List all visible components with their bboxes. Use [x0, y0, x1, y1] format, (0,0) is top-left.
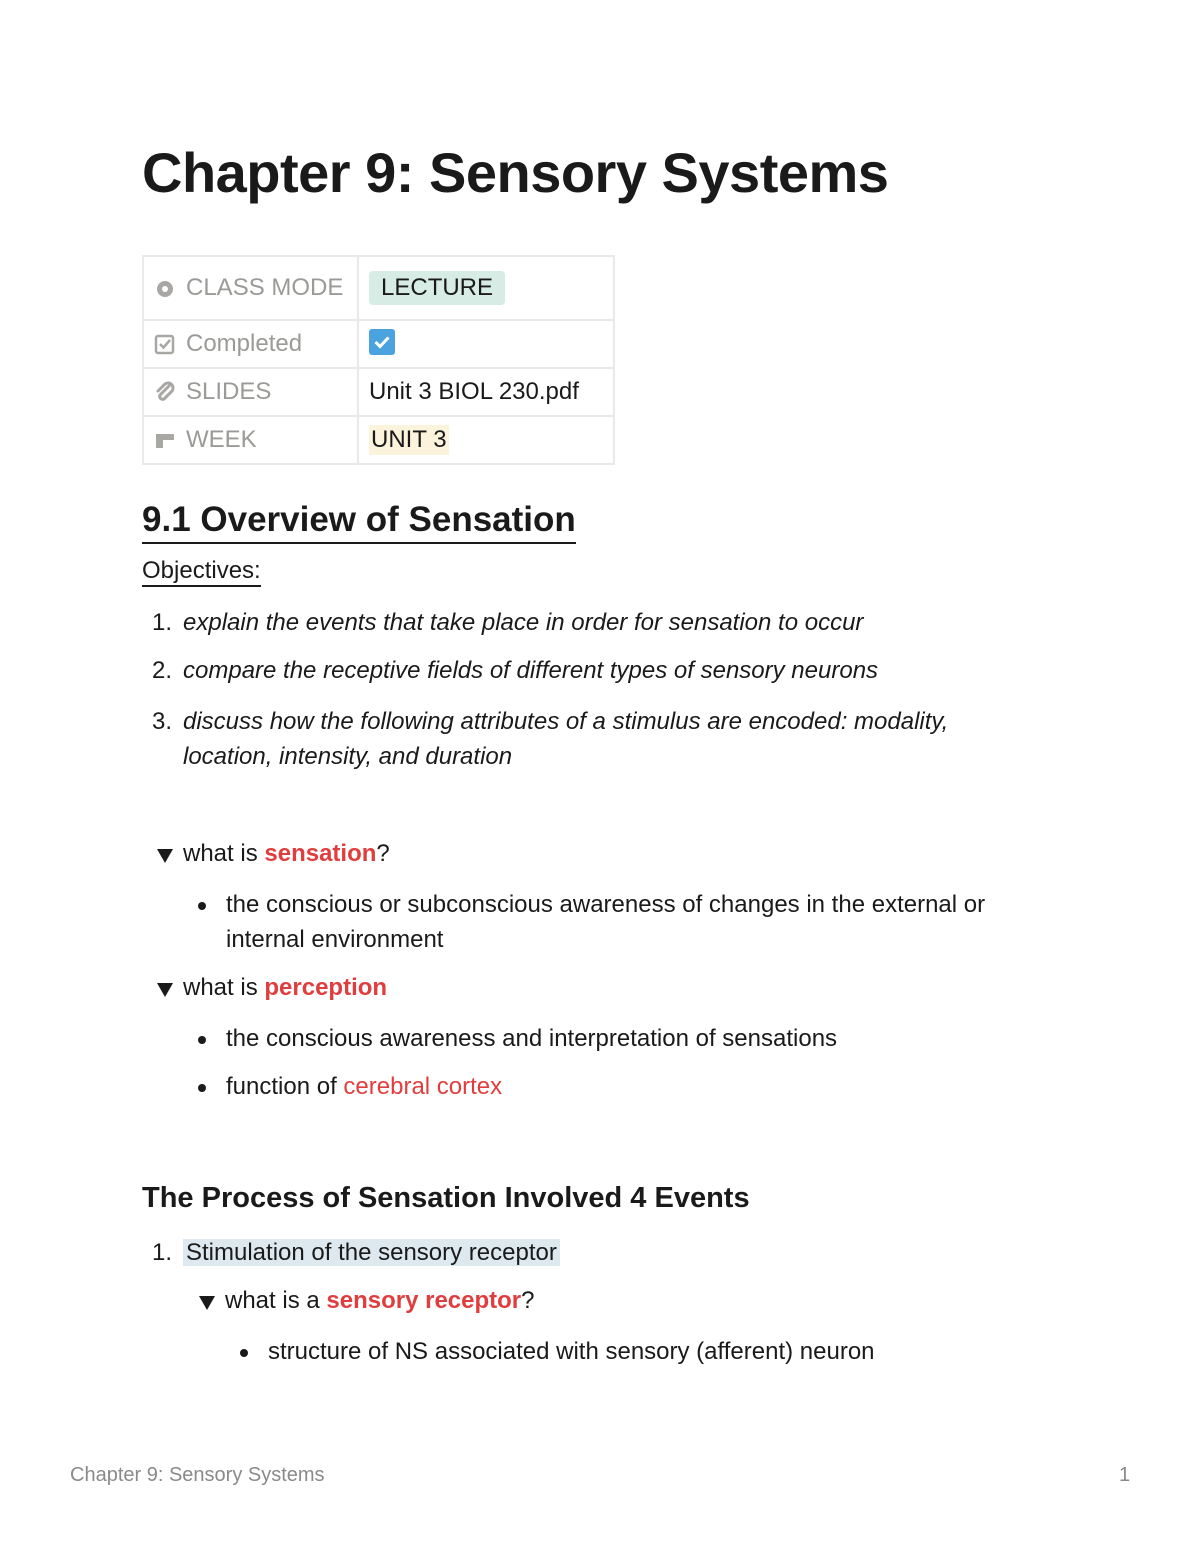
list-number: 3. — [152, 708, 173, 735]
bullet-dot — [198, 902, 206, 910]
property-key-label: Completed — [186, 330, 303, 357]
property-key-cell — [143, 368, 358, 416]
property-row-completed — [143, 320, 614, 368]
toggle-suffix: ? — [521, 1287, 535, 1314]
bullet-item — [226, 1069, 502, 1104]
toggle-prefix: what is a — [225, 1287, 327, 1314]
process-item — [183, 1235, 560, 1270]
checkbox-property-icon — [154, 333, 176, 355]
footer-title: Chapter 9: Sensory Systems — [70, 1464, 325, 1486]
property-row-slides — [143, 368, 614, 416]
week-tag[interactable]: UNIT 3 — [371, 426, 447, 453]
section-heading: 9.1 Overview of Sensation — [142, 500, 576, 544]
bullet-dot — [198, 1084, 206, 1092]
property-key-label: CLASS MODE — [186, 274, 344, 301]
bullet-item: the conscious awareness and interpretation of sensations — [226, 1025, 838, 1052]
property-value-cell[interactable] — [358, 256, 614, 320]
property-key-label: SLIDES — [186, 378, 272, 405]
toggle-triangle-icon[interactable] — [157, 849, 173, 863]
property-value-cell[interactable] — [358, 368, 614, 416]
objective-item: compare the receptive fields of different types of sensory neurons — [183, 657, 879, 684]
highlighted-text: Stimulation of the sensory receptor — [183, 1239, 560, 1266]
toggle-sensory-receptor[interactable] — [225, 1283, 535, 1318]
list-number: 2. — [152, 657, 173, 684]
term-cerebral-cortex: cerebral cortex — [343, 1073, 503, 1100]
objective-item: explain the events that take place in order for sensation to occur — [183, 609, 864, 636]
select-property-icon — [154, 429, 176, 451]
property-row-class-mode — [143, 256, 614, 320]
term-sensory-receptor: sensory receptor — [326, 1287, 522, 1314]
toggle-prefix: what is — [183, 840, 265, 867]
toggle-triangle-icon[interactable] — [199, 1296, 215, 1310]
property-key-cell — [143, 320, 358, 368]
bullet-prefix: function of — [226, 1073, 344, 1100]
completed-checkbox[interactable] — [369, 329, 395, 355]
list-number: 1. — [152, 1239, 173, 1266]
bullet-dot — [240, 1349, 248, 1357]
objectives-label: Objectives: — [142, 557, 261, 587]
bullet-dot — [198, 1036, 206, 1044]
property-row-week — [143, 416, 614, 464]
property-key-cell — [143, 256, 358, 320]
toggle-sensation[interactable] — [183, 836, 390, 871]
toggle-triangle-icon[interactable] — [157, 983, 173, 997]
bullet-item: the conscious or subconscious awareness of changes in the external or — [226, 891, 986, 918]
circle-select-icon — [154, 277, 176, 299]
term-perception: perception — [264, 974, 388, 1001]
page-number: 1 — [1119, 1464, 1131, 1486]
objective-item-continued: location, intensity, and duration — [183, 743, 513, 770]
property-key-label: WEEK — [186, 426, 257, 453]
property-value-cell[interactable] — [358, 416, 614, 464]
bullet-item: structure of NS associated with sensory (afferent) neuron — [268, 1338, 875, 1365]
objective-item: discuss how the following attributes of a stimulus are encoded: modality, — [183, 708, 949, 735]
property-value-cell — [358, 320, 614, 368]
toggle-suffix: ? — [376, 840, 390, 867]
paperclip-icon — [154, 381, 176, 403]
toggle-perception[interactable] — [183, 970, 387, 1005]
toggle-prefix: what is — [183, 974, 265, 1001]
property-key-cell — [143, 416, 358, 464]
bullet-item-continued: internal environment — [226, 926, 444, 953]
class-mode-tag[interactable]: LECTURE — [369, 271, 505, 305]
slides-file-link[interactable]: Unit 3 BIOL 230.pdf — [369, 378, 579, 405]
page-title: Chapter 9: Sensory Systems — [142, 141, 889, 204]
properties-table — [142, 255, 615, 465]
term-sensation: sensation — [264, 840, 377, 867]
list-number: 1. — [152, 609, 173, 636]
subsection-heading: The Process of Sensation Involved 4 Events — [142, 1182, 750, 1214]
